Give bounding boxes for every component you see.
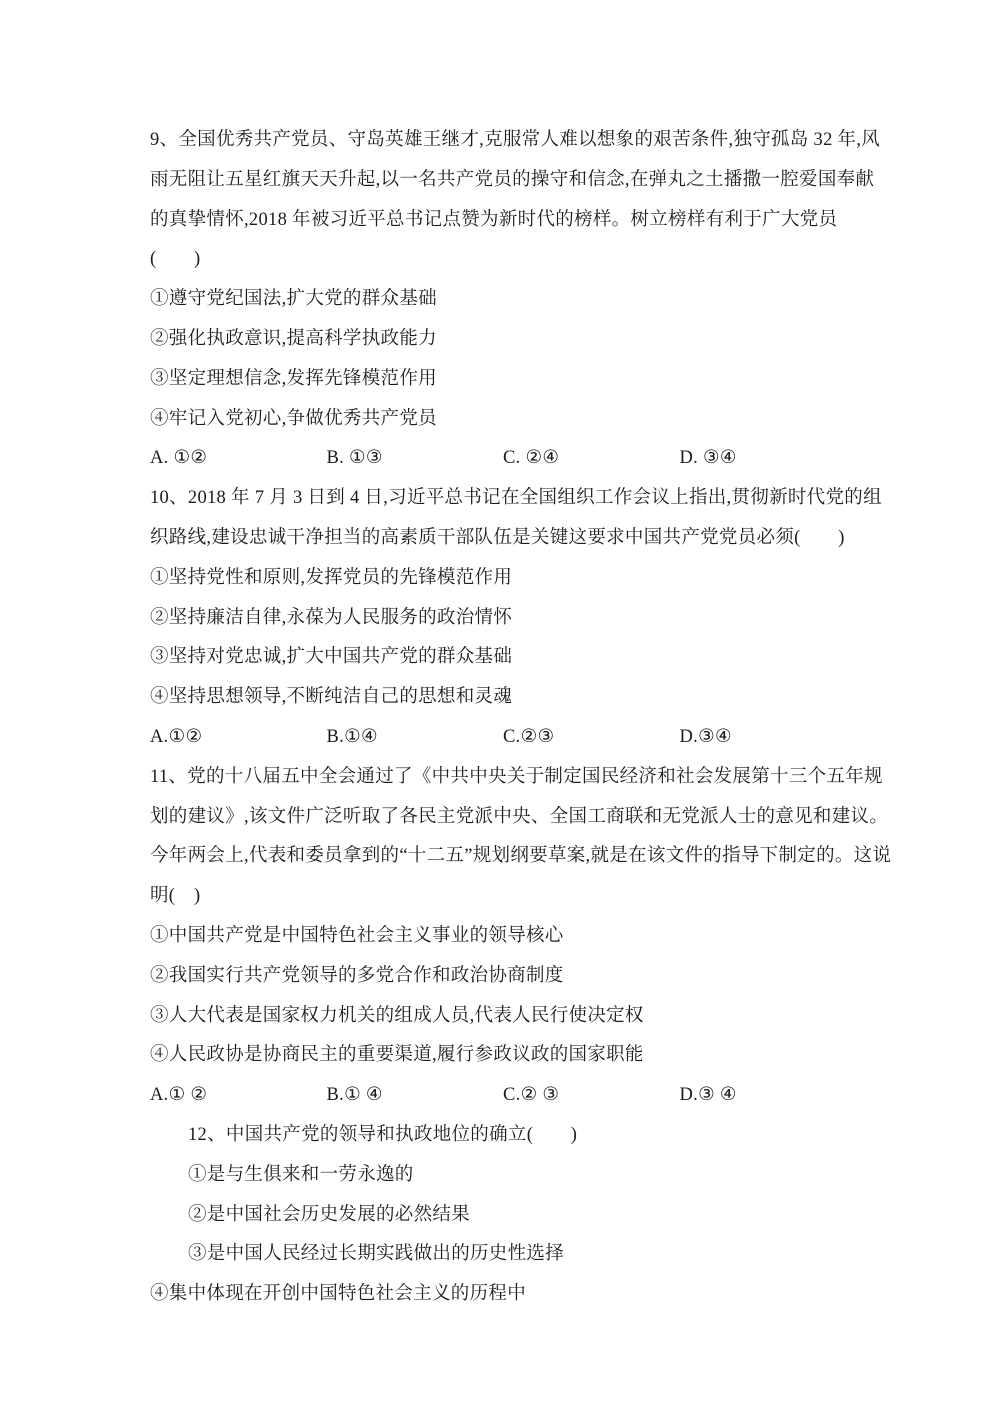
choice-d: D. ③④ [679, 448, 737, 469]
question-stem-line: 划的建议》,该文件广泛听取了各民主党派中央、全国工商联和无党派人士的意见和建议。 [150, 806, 889, 827]
choices-row [150, 718, 856, 758]
question-stem-line: 9、全国优秀共产党员、守岛英雄王继才,克服常人难以想象的艰苦条件,独守孤岛 32 年,风 [150, 130, 881, 150]
choice-c: C.② ③ [503, 1085, 560, 1106]
option-line-3: ③坚持对党忠诚,扩大中国共产党的群众基础 [150, 647, 513, 668]
question-stem-line: 今年两会上,代表和委员拿到的“十二五”规划纲要草案,就是在该文件的指导下制定的。这说 [150, 846, 892, 867]
option-line-1: ①坚持党性和原则,发挥党员的先锋模范作用 [150, 567, 513, 588]
choice-b: B.① ④ [326, 1085, 383, 1106]
question-12 [150, 1116, 856, 1315]
option-line-1: ①中国共产党是中国特色社会主义事业的领导核心 [150, 925, 564, 946]
question-stem-line: 雨无阻让五星红旗天天升起,以一名共产党员的操守和信念,在弹丸之土播撒一腔爱国奉献 [150, 169, 875, 190]
choice-a: A.①② [150, 726, 203, 747]
question-10 [150, 479, 882, 758]
choices-row [150, 1076, 856, 1116]
option-line-2: ②我国实行共产党领导的多党合作和政治协商制度 [150, 965, 564, 986]
option-line-2: ②强化执政意识,提高科学执政能力 [150, 328, 437, 349]
option-line-4: ④集中体现在开创中国特色社会主义的历程中 [150, 1284, 527, 1305]
question-stem-line: 10、2018 年 7 月 3 日到 4 日,习近平总书记在全国组织工作会议上指出,贯彻新时代党的组 [150, 488, 882, 509]
option-line-3: ③人大代表是国家权力机关的组成人员,代表人民行使决定权 [150, 1005, 644, 1026]
option-line-4: ④牢记入党初心,争做优秀共产党员 [150, 408, 437, 429]
choice-b: B. ①③ [326, 448, 383, 469]
option-line-1: ①遵守党纪国法,扩大党的群众基础 [150, 289, 437, 310]
choice-d: D.③ ④ [679, 1085, 737, 1106]
question-9 [150, 121, 881, 479]
option-line-3: ③是中国人民经过长期实践做出的历史性选择 [188, 1244, 565, 1265]
option-line-4: ④坚持思想领导,不断纯洁自己的思想和灵魂 [150, 687, 513, 708]
answer-bracket: ( ) [150, 249, 201, 270]
option-line-2: ②是中国社会历史发展的必然结果 [188, 1204, 471, 1225]
option-line-3: ③坚定理想信念,发挥先锋模范作用 [150, 368, 437, 389]
choice-a: A.① ② [150, 1085, 208, 1106]
question-stem-line: 11、党的十八届五中全会通过了《中共中央关于制定国民经济和社会发展第十三个五年规 [150, 766, 883, 787]
choice-c: C.②③ [503, 726, 555, 747]
choice-d: D.③④ [679, 726, 732, 747]
choice-b: B.①④ [326, 726, 378, 747]
option-line-4: ④人民政协是协商民主的重要渠道,履行参政议政的国家职能 [150, 1045, 644, 1066]
choice-c: C. ②④ [503, 448, 560, 469]
option-line-1: ①是与生俱来和一劳永逸的 [188, 1164, 414, 1185]
option-line-2: ②坚持廉洁自律,永葆为人民服务的政治情怀 [150, 607, 513, 628]
choice-a: A. ①② [150, 448, 208, 469]
question-stem-line: 织路线,建设忠诚干净担当的高素质干部队伍是关键这要求中国共产党党员必须( ) [150, 527, 845, 548]
question-stem-line: 12、中国共产党的领导和执政地位的确立( ) [188, 1124, 578, 1145]
question-11 [150, 758, 892, 1116]
answer-bracket: 明( ) [150, 886, 201, 907]
question-stem-line: 的真挚情怀,2018 年被习近平总书记点赞为新时代的榜样。树立榜样有利于广大党员 [150, 209, 838, 230]
choices-row [150, 439, 856, 479]
